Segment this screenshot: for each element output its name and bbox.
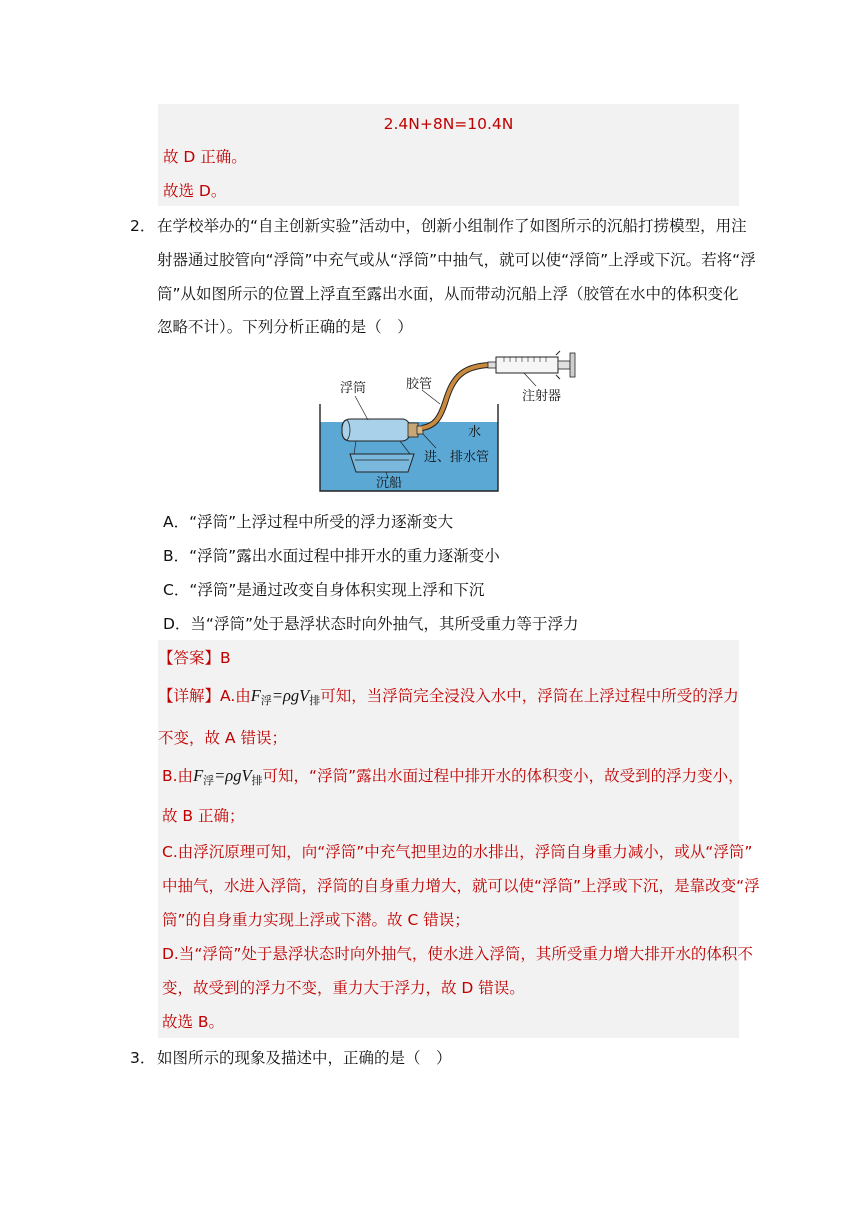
q2-option-a: A．“浮筒”上浮过程中所受的浮力逐渐变大 [163, 513, 454, 531]
detail-a-prefix: A.由 [220, 687, 251, 705]
detail-tag: 【详解】 [158, 687, 221, 705]
syringe-plunger [558, 361, 570, 369]
q2-stem-line-4: 忽略不计）。下列分析正确的是（ ） [157, 318, 413, 336]
q2-stem-line-1: 在学校举办的“自主创新实验”活动中，创新小组制作了如图所示的沉船打捞模型，用注 [157, 217, 747, 235]
label-water: 水 [468, 425, 482, 440]
label-hose: 胶管 [406, 377, 433, 392]
pipe-connector [408, 423, 418, 437]
detail-a-suffix: 可知，当浮筒完全浸没入水中，浮筒在上浮过程中所受的浮力 [320, 687, 739, 705]
prev-answer-line1: 故 D 正确。 [163, 148, 247, 166]
syringe-barrel [496, 357, 558, 373]
leader-float [355, 396, 368, 420]
syringe-tip [488, 362, 496, 368]
question-number-3: 3． [130, 1049, 156, 1067]
detail-b-suffix: 可知，“浮筒”露出水面过程中排开水的体积变小，故受到的浮力变小， [262, 767, 744, 785]
q2-stem-line-2: 射器通过胶管向“浮筒”中充气或从“浮筒”中抽气，就可以使“浮筒”上浮或下沉。若将“浮 [157, 251, 756, 269]
prev-answer-equation: 2.4N+8N=10.4N [383, 115, 514, 133]
q2-detail-a [158, 686, 739, 711]
q2-detail-c-line3: 筒”的自身重力实现上浮或下潜。故 C 错误； [162, 911, 470, 929]
q2-option-d: D．当“浮筒”处于悬浮状态时向外抽气，其所受重力等于浮力 [163, 615, 579, 633]
q2-detail-a-line2: 不变，故 A 错误； [158, 729, 287, 747]
label-pipe: 进、排水管 [424, 450, 490, 465]
formula-buoyancy-a: $F_浮=\rho gV_排$ [250, 686, 321, 707]
q2-conclusion: 故选 B。 [162, 1013, 225, 1031]
hose [422, 365, 490, 428]
formula-buoyancy-b: $F_浮=\rho gV_排$ [193, 766, 263, 787]
leader-syringe [524, 373, 536, 386]
salvage-model-figure [300, 348, 600, 498]
syringe-handle [570, 353, 575, 377]
q2-detail-b-line2: 故 B 正确； [162, 807, 245, 825]
label-ship: 沉船 [376, 476, 403, 491]
prev-answer-line2: 故选 D。 [163, 182, 227, 200]
q2-detail-c-line2: 中抽气，水进入浮筒，浮筒的自身重力增大，就可以使“浮筒”上浮或下沉，是靠改变“浮 [162, 877, 760, 895]
q2-answer: 【答案】B [158, 649, 231, 667]
q2-detail-d-line2: 变，故受到的浮力不变，重力大于浮力，故 D 错误。 [162, 979, 525, 997]
q2-option-c: C．“浮筒”是通过改变自身体积实现上浮和下沉 [163, 581, 485, 599]
label-float: 浮筒 [340, 381, 367, 396]
sunken-ship [350, 454, 414, 472]
q2-detail-c-line1: C.由浮沉原理可知，向“浮筒”中充气把里边的水排出，浮筒自身重力减小，或从“浮筒” [162, 843, 753, 861]
detail-b-prefix: B.由 [162, 767, 194, 785]
q2-stem-line-3: 筒”从如图所示的位置上浮直至露出水面，从而带动沉船上浮（胶管在水中的体积变化 [157, 285, 739, 303]
q2-detail-b [162, 766, 744, 791]
question-number-2: 2． [130, 217, 156, 235]
leader-hose [422, 390, 440, 404]
float-cylinder [342, 419, 410, 441]
q3-stem: 如图所示的现象及描述中，正确的是（ ） [157, 1049, 452, 1067]
q2-option-b: B．“浮筒”露出水面过程中排开水的重力逐渐变小 [163, 547, 500, 565]
q2-detail-d-line1: D.当“浮筒”处于悬浮状态时向外抽气，使水进入浮筒，其所受重力增大排开水的体积不 [162, 945, 753, 963]
label-syringe: 注射器 [522, 389, 562, 404]
